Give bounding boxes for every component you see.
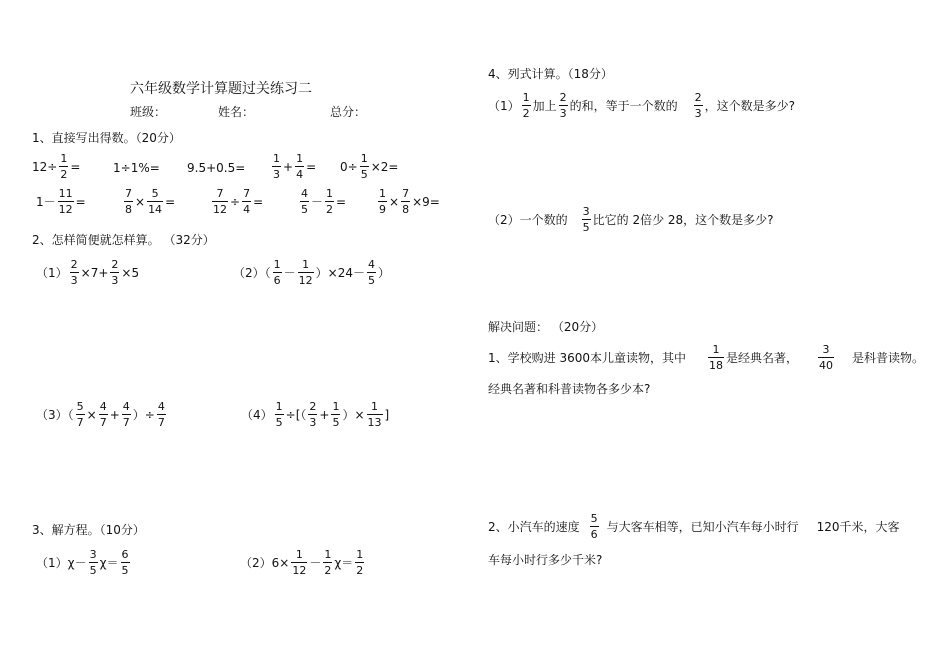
numerator: 7 (212, 188, 228, 202)
problem-4-2 (488, 206, 774, 233)
numerator: 2 (694, 91, 702, 104)
fraction (708, 344, 724, 371)
fraction (273, 259, 282, 286)
denominator: 3 (309, 415, 317, 429)
problem-1-4 (270, 153, 316, 180)
denominator: 5 (301, 202, 308, 216)
problem-label: （2）（ (233, 265, 271, 280)
numerator: 5 (76, 400, 84, 413)
numerator: 5 (590, 512, 598, 525)
denominator: 12 (58, 202, 73, 216)
numerator: 4 (301, 187, 308, 200)
denominator: 2 (522, 106, 530, 120)
operator: + (109, 407, 120, 422)
numerator: 1 (332, 400, 340, 413)
problem-label: （4） (241, 407, 273, 422)
numerator: 1 (360, 152, 368, 165)
section-4-heading: 4、列式计算。（18分） (488, 67, 613, 81)
expr-text: ） (377, 265, 390, 280)
word-problem-1-line2: 经典名著和科普读物各多少本? (488, 382, 651, 396)
fraction (272, 153, 281, 180)
denominator: 7 (122, 415, 130, 429)
denominator: 3 (273, 167, 280, 181)
expr-text: 的和，等于一个数的 (569, 98, 678, 113)
denominator: 7 (99, 415, 107, 429)
problem-1-2: 1÷1%= (113, 161, 160, 175)
denominator: 6 (273, 273, 281, 287)
fraction (355, 549, 364, 576)
fraction (242, 188, 251, 215)
expr-text: 1－ (36, 194, 56, 209)
denominator: 5 (332, 415, 340, 429)
expr-text: ，这个数是多少? (704, 98, 796, 113)
fraction (76, 401, 85, 428)
fraction (360, 153, 369, 180)
fraction (694, 92, 703, 119)
expr-text: = (253, 194, 264, 209)
denominator: 14 (148, 202, 163, 216)
problem-label: （1） (36, 265, 68, 280)
fraction (121, 549, 130, 576)
fraction (157, 401, 166, 428)
problem-2-1 (36, 259, 139, 286)
numerator: 4 (157, 400, 165, 413)
fraction (147, 188, 163, 215)
numerator: 2 (559, 91, 567, 104)
numerator: 1 (324, 548, 332, 561)
fraction (110, 259, 119, 286)
expr-text: ）× (342, 407, 365, 422)
expr-text: χ＝ (99, 555, 119, 570)
denominator: 8 (125, 202, 132, 216)
fraction (300, 188, 309, 215)
fraction (582, 206, 591, 233)
fraction (298, 259, 314, 286)
fraction (59, 153, 68, 180)
denominator: 4 (296, 167, 304, 181)
expr-text: 2、小汽车的速度 (488, 519, 580, 534)
word-problem-2 (488, 513, 900, 540)
fraction (291, 549, 307, 576)
denominator: 7 (157, 415, 165, 429)
denominator: 5 (121, 563, 129, 577)
numerator: 7 (243, 187, 251, 200)
problem-label: （1） (488, 98, 520, 113)
numerator: 7 (125, 187, 132, 200)
denominator: 2 (356, 563, 364, 577)
denominator: 5 (275, 415, 283, 429)
expr-text: 比它的 2倍少 28，这个数是多少? (592, 212, 774, 227)
section-3-heading: 3、解方程。（10分） (32, 523, 145, 537)
numerator: 4 (367, 258, 375, 271)
expr-text: ] (384, 407, 390, 422)
fraction (124, 188, 133, 215)
equation-3-2 (240, 549, 366, 576)
denominator: 5 (360, 167, 368, 181)
denominator: 3 (70, 273, 78, 287)
numerator: 1 (298, 259, 314, 273)
denominator: 6 (590, 527, 598, 541)
section-2-heading: 2、怎样简便就怎样算。 （32分） (32, 233, 215, 247)
fraction (99, 401, 108, 428)
numerator: 1 (379, 187, 386, 200)
expr-text: = (75, 194, 86, 209)
denominator: 4 (243, 202, 251, 216)
name-label: 姓名： (218, 105, 255, 119)
problem-label: （2）6× (240, 555, 290, 570)
numerator: 1 (275, 400, 283, 413)
expr-text: ×7+ (80, 265, 109, 280)
expr-text: 1、学校购进 3600本儿童读物，其中 (488, 350, 686, 365)
expr-text: = (165, 194, 176, 209)
numerator: 2 (70, 258, 78, 271)
numerator: 3 (89, 548, 97, 561)
problem-label: （3）（ (36, 407, 74, 422)
expr-text: ÷[（ (285, 407, 307, 422)
denominator: 3 (559, 106, 567, 120)
problem-1-6 (36, 188, 86, 215)
numerator: 1 (326, 187, 334, 200)
section-5-heading: 解决问题： （20分） (488, 320, 604, 334)
numerator: 1 (367, 401, 383, 415)
fraction (70, 259, 79, 286)
operator: － (309, 555, 322, 570)
numerator: 1 (708, 344, 724, 358)
denominator: 13 (367, 415, 382, 429)
denominator: 3 (111, 273, 119, 287)
denominator: 12 (298, 273, 313, 287)
numerator: 7 (402, 187, 410, 200)
fraction (275, 401, 284, 428)
operator: － (311, 194, 324, 209)
denominator: 5 (582, 220, 590, 234)
numerator: 11 (58, 187, 73, 200)
numerator: 5 (147, 188, 163, 202)
numerator: 2 (309, 400, 317, 413)
problem-1-1 (32, 153, 80, 180)
expr-text: ×5 (121, 265, 140, 280)
numerator: 4 (99, 400, 107, 413)
operator: － (283, 265, 296, 280)
denominator: 40 (819, 358, 834, 372)
denominator: 2 (60, 167, 68, 181)
problem-1-8 (210, 188, 263, 215)
denominator: 8 (402, 202, 410, 216)
numerator: 1 (273, 152, 280, 165)
expr-text: 与大客车相等，已知小汽车每小时行 (606, 519, 799, 534)
fraction (295, 153, 304, 180)
fraction (122, 401, 131, 428)
expr-text: 是经典名著， (726, 350, 799, 365)
numerator: 1 (60, 152, 68, 165)
problem-2-4 (241, 401, 389, 428)
numerator: 1 (291, 549, 307, 563)
fraction (401, 188, 410, 215)
operator: × (135, 194, 146, 209)
denominator: 12 (292, 563, 307, 577)
numerator: 1 (356, 548, 364, 561)
fraction (58, 188, 74, 215)
numerator: 4 (122, 400, 130, 413)
fraction (367, 401, 383, 428)
numerator: 3 (818, 344, 834, 358)
score-label: 总分： (330, 105, 367, 119)
fraction (367, 259, 376, 286)
problem-1-7 (122, 188, 175, 215)
expr-text: ×2= (370, 159, 399, 174)
denominator: 9 (379, 202, 386, 216)
expr-text: 0÷ (340, 159, 358, 174)
expr-text: = (336, 194, 347, 209)
operator: + (283, 159, 294, 174)
denominator: 5 (89, 563, 97, 577)
fraction (89, 549, 98, 576)
expr-text: 120千米，大客 (816, 519, 900, 534)
problem-label: （1）χ－ (36, 555, 87, 570)
denominator: 7 (76, 415, 84, 429)
equation-3-1 (36, 549, 132, 576)
operator: × (86, 407, 97, 422)
problem-1-3: 9.5+0.5= (187, 161, 246, 175)
problem-4-1 (488, 92, 795, 119)
denominator: 2 (326, 202, 334, 216)
problem-1-5 (340, 153, 398, 180)
denominator: 3 (694, 106, 702, 120)
class-label: 班级： (130, 105, 167, 119)
denominator: 18 (709, 358, 723, 372)
fraction (818, 344, 834, 371)
numerator: 2 (111, 258, 119, 271)
word-problem-2-line2: 车每小时行多少千米? (488, 553, 603, 567)
fraction (308, 401, 317, 428)
problem-1-10 (376, 188, 440, 215)
expr-text: 12÷ (32, 159, 58, 174)
denominator: 12 (213, 202, 227, 216)
numerator: 1 (273, 258, 281, 271)
section-1-heading: 1、直接写出得数。（20分） (32, 131, 181, 145)
problem-label: （2）一个数的 (488, 212, 568, 227)
problem-2-3 (36, 401, 168, 428)
fraction (212, 188, 228, 215)
fraction (323, 549, 332, 576)
numerator: 1 (522, 91, 530, 104)
expr-text: = (306, 159, 317, 174)
denominator: 2 (324, 563, 332, 577)
fraction (325, 188, 334, 215)
expr-text: = (70, 159, 81, 174)
fraction (590, 513, 599, 540)
operator: ÷ (230, 194, 241, 209)
numerator: 3 (582, 205, 590, 218)
expr-text: ）×24－ (315, 265, 365, 280)
problem-2-2 (233, 259, 390, 286)
operator: + (319, 407, 330, 422)
operator: × (389, 194, 400, 209)
page-title: 六年级数学计算题过关练习二 (130, 81, 312, 97)
fraction (331, 401, 340, 428)
denominator: 5 (367, 273, 375, 287)
expr-text: 是科普读物。 (852, 350, 925, 365)
expr-text: 加上 (532, 98, 557, 113)
numerator: 6 (121, 548, 129, 561)
fraction (559, 92, 568, 119)
expr-text: ×9= (412, 194, 440, 209)
word-problem-1 (488, 344, 924, 371)
fraction (522, 92, 531, 119)
fraction (378, 188, 387, 215)
problem-1-9 (298, 188, 346, 215)
expr-text: ）÷ (132, 407, 155, 422)
numerator: 1 (296, 152, 304, 165)
expr-text: χ＝ (334, 555, 354, 570)
